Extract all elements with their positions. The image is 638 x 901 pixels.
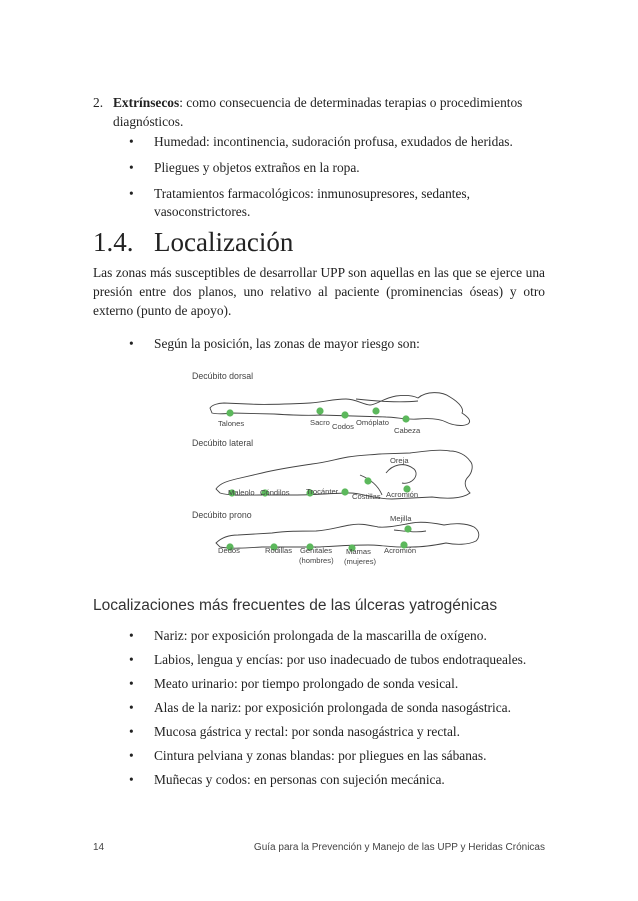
pressure-point-marker (316, 407, 323, 414)
bullet-icon: • (129, 676, 134, 691)
list-item: • Mucosa gástrica y rectal: por sonda nasogástrica y rectal. (129, 724, 461, 739)
label-genitales: Genitales (300, 546, 333, 555)
bullet-icon: • (129, 748, 134, 763)
label-cabeza: Cabeza (394, 426, 421, 435)
bullet-icon: • (129, 186, 134, 201)
label-dedos: Dedos (218, 546, 240, 555)
intro-paragraph: Las zonas más susceptibles de desarrollar UPP son aquellas en las que se ejerce una presión entre dos planos, uno relativo al paciente (prominencias óseas) y otro externo (punto de apoyo). (93, 265, 545, 318)
body-dorsal-outline (210, 393, 470, 426)
footer-title: Guía para la Prevención y Manejo de las UPP y Heridas Crónicas (253, 842, 545, 853)
list-item: • Pliegues y objetos extraños en la ropa. (129, 160, 360, 175)
list-item: • Labios, lengua y encías: por uso inadecuado de tubos endotraqueales. (129, 652, 527, 667)
pressure-point-marker (364, 477, 371, 484)
label-rodillas: Rodillas (265, 546, 293, 555)
pressure-point-markers (226, 407, 411, 551)
pressure-zones-figure (150, 365, 530, 575)
list-item: • Nariz: por exposición prolongada de la mascarilla de oxígeno. (129, 628, 487, 643)
label-oreja: Oreja (390, 456, 409, 465)
section-number: 1.4. (93, 227, 134, 257)
list-number: 2. (93, 95, 104, 110)
pressure-point-marker (226, 409, 233, 416)
list-item: • Muñecas y codos: en personas con sujeción mecánica. (129, 772, 445, 787)
bullet-icon: • (129, 628, 134, 643)
label-mujeres: (mujeres) (344, 557, 377, 566)
label-hombres: (hombres) (299, 556, 334, 565)
label-talones: Talones (218, 419, 245, 428)
label-maleolo: Maleolo (228, 488, 255, 497)
intro-bullet-list (93, 133, 553, 221)
bullet-icon: • (129, 772, 134, 787)
pressure-point-marker (341, 488, 348, 495)
page-number: 14 (93, 842, 105, 853)
label-acromion-prono: Acromión (384, 546, 417, 555)
bullet-icon: • (129, 336, 134, 351)
intro-text-line1: : como consecuencia de determinadas terapias o procedimientos (179, 95, 523, 110)
list-item: • Cintura pelviana y zonas blandas: por pliegues en las sábanas. (129, 748, 487, 763)
label-costillas: Costillas (352, 492, 381, 501)
bullet-icon: • (129, 160, 134, 175)
label-omoplato: Omóplato (356, 418, 389, 427)
yatrogenic-heading: Localizaciones más frecuentes de las úlceras yatrogénicas (93, 597, 498, 614)
list-item: • Según la posición, las zonas de mayor riesgo son: (129, 336, 420, 351)
intro-text-line2: diagnósticos. (113, 114, 184, 129)
list-item: • Meato urinario: por tiempo prolongado de sonda vesical. (129, 676, 459, 691)
pressure-point-marker (402, 415, 409, 422)
pressure-point-marker (341, 411, 348, 418)
bullet-icon: • (129, 652, 134, 667)
intro-term: Extrínsecos (113, 95, 180, 110)
label-condilos: Cóndilos (260, 488, 290, 497)
dorsal-title: Decúbito dorsal (192, 371, 254, 381)
bullet-icon: • (129, 134, 134, 149)
yatrogenic-bullet-list (93, 627, 553, 789)
label-mamas: Mamas (346, 547, 371, 556)
body-positions-illustration (150, 365, 530, 575)
position-bullet-list (93, 335, 553, 353)
label-sacro: Sacro (310, 418, 330, 427)
pressure-point-marker (404, 525, 411, 532)
bullet-icon: • (129, 724, 134, 739)
pressure-point-marker (372, 407, 379, 414)
label-trocanter: Trocánter (306, 487, 339, 496)
body-prono-outline (216, 522, 479, 548)
label-acromion-lateral: Acromión (386, 490, 419, 499)
list-item: • Humedad: incontinencia, sudoración profusa, exudados de heridas. (129, 134, 513, 149)
label-mejilla: Mejilla (390, 514, 412, 523)
section-title: Localización (154, 227, 294, 257)
lateral-title: Decúbito lateral (192, 438, 254, 448)
list-item: • Tratamientos farmacológicos: inmunosupresores, sedantes, vasoconstrictores. (129, 186, 470, 219)
list-item: • Alas de la nariz: por exposición prolongada de sonda nasogástrica. (129, 700, 511, 715)
prono-title: Decúbito prono (192, 510, 252, 520)
section-heading (93, 227, 293, 258)
intro-item (93, 93, 545, 131)
bullet-icon: • (129, 700, 134, 715)
label-codos: Codos (332, 422, 354, 431)
